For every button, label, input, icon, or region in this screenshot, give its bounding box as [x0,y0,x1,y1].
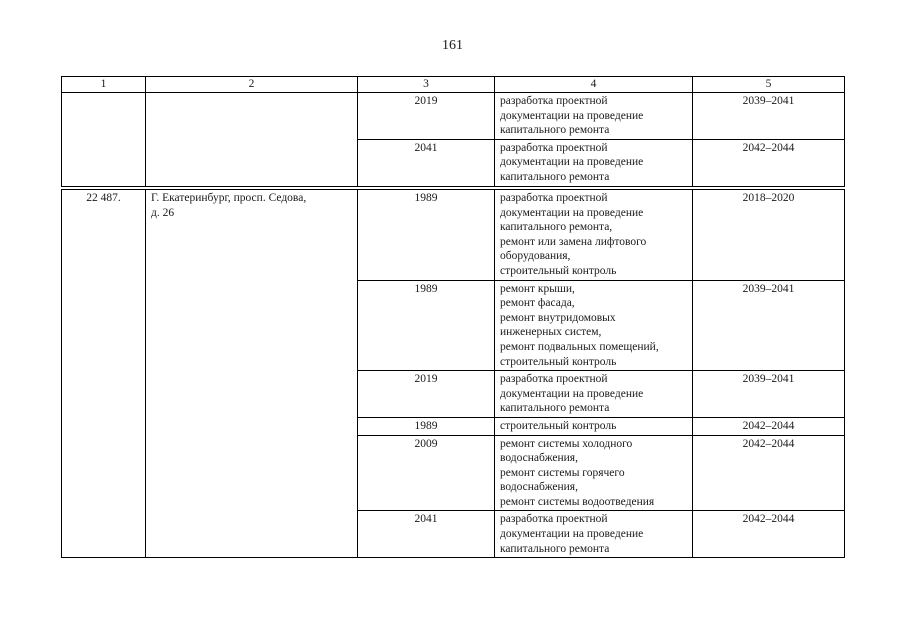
period-cell: 2039–2041 [693,93,845,140]
works-cell: разработка проектной документации на проведение капитального ремонта [495,139,693,186]
year-cell: 2009 [358,435,495,511]
address-cell: Г. Екатеринбург, просп. Седова, д. 26 [146,190,358,558]
year-cell: 1989 [358,417,495,435]
period-cell: 2018–2020 [693,190,845,281]
year-cell: 2019 [358,371,495,418]
works-cell: ремонт системы холодного водоснабжения, ремонт системы горячего водоснабжения, ремонт системы водоотведения [495,435,693,511]
address-cell [146,93,358,187]
period-cell: 2042–2044 [693,511,845,558]
works-cell: разработка проектной документации на проведение капитального ремонта [495,511,693,558]
table-row [62,93,845,140]
year-cell: 2041 [358,511,495,558]
works-cell: разработка проектной документации на проведение капитального ремонта [495,93,693,140]
table-row [62,190,845,281]
column-number-4: 4 [495,77,693,93]
period-cell: 2042–2044 [693,417,845,435]
period-cell: 2039–2041 [693,280,845,371]
column-number-2: 2 [146,77,358,93]
column-number-1: 1 [62,77,146,93]
works-cell: разработка проектной документации на проведение капитального ремонта [495,371,693,418]
period-cell: 2039–2041 [693,371,845,418]
works-cell: ремонт крыши, ремонт фасада, ремонт внутридомовых инженерных систем, ремонт подвальных помещений, строительный контроль [495,280,693,371]
column-number-header-row [62,77,845,93]
year-cell: 1989 [358,190,495,281]
works-cell: строительный контроль [495,417,693,435]
year-cell: 2019 [358,93,495,140]
column-number-3: 3 [358,77,495,93]
year-cell: 2041 [358,139,495,186]
period-cell: 2042–2044 [693,435,845,511]
page-number: 161 [442,38,463,53]
works-cell: разработка проектной документации на проведение капитального ремонта, ремонт или замена лифтового оборудования, строительный контроль [495,190,693,281]
entry-number-cell [62,93,146,187]
entry-number-cell: 22 487. [62,190,146,558]
period-cell: 2042–2044 [693,139,845,186]
entry-table [61,189,845,558]
year-cell: 1989 [358,280,495,371]
continuation-table [61,76,845,187]
column-number-5: 5 [693,77,845,93]
